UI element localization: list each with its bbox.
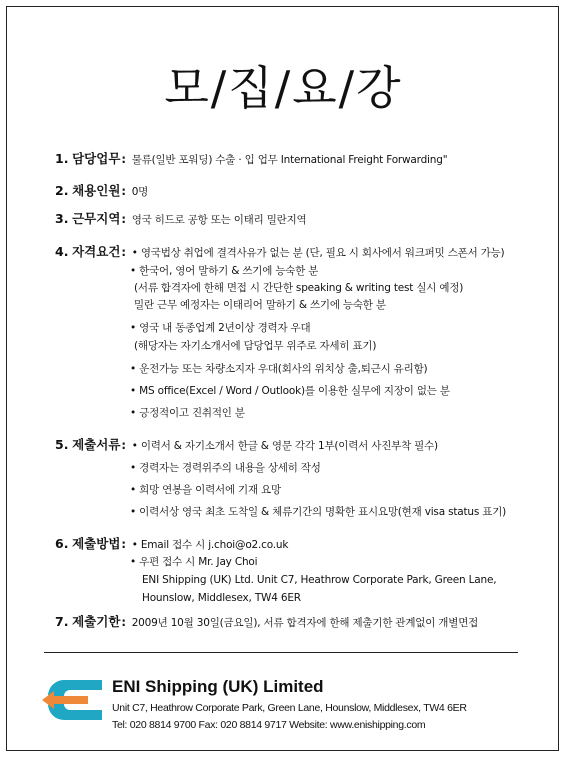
section-duties: 1. 담당업무: 물류(일반 포워딩) 수출 · 입 업무 International Freight Forwarding": [55, 151, 448, 166]
section-label: 근무지역: [72, 211, 121, 226]
section-documents: 5. 제출서류: • 이력서 & 자기소개서 한글 & 영문 각각 1부(이력서 사진부착 필수): [55, 437, 438, 452]
company-contact: Tel: 020 8814 9700 Fax: 020 8814 9717 Website: www.enishipping.com: [112, 719, 426, 731]
section-label: 채용인원: [72, 183, 121, 198]
section-value: 물류(일반 포워딩) 수출 · 입 업무 International Freight Forwarding": [131, 154, 448, 166]
list-item: • 이력서상 영국 최초 도착일 & 체류기간의 명확한 표시요망(현재 visa status 표기): [130, 506, 507, 518]
section-deadline: 7. 제출기한: 2009년 10월 30일(금요일), 서류 합격자에 한해 제출기한 관계없이 개별면접: [55, 614, 479, 629]
list-item: • MS office(Excel / Word / Outlook)를 이용한 실무에 지장이 없는 분: [130, 385, 450, 397]
section-headcount: 2. 채용인원: 0명: [55, 183, 149, 198]
list-item: • 운전가능 또는 차량소지자 우대(회사의 위치상 출,퇴근시 유리함): [130, 363, 428, 375]
section-qualifications: 4. 자격요건: • 영국법상 취업에 결격사유가 없는 분 (단, 필요 시 회사에서 워크퍼밋 스폰서 가능): [55, 244, 505, 259]
section-number: 3.: [55, 211, 69, 226]
list-item: • 경력자는 경력위주의 내용을 상세히 작성: [130, 462, 321, 474]
section-number: 5.: [55, 437, 69, 452]
section-value: 0명: [131, 186, 149, 198]
section-value: 영국 히드로 공항 또는 이태리 밀란지역: [131, 214, 307, 226]
page-title: 모/집/요/강: [164, 61, 403, 115]
list-item: (해당자는 자기소개서에 담당업무 위주로 자세히 표기): [134, 340, 377, 352]
section-label: 자격요건: [72, 244, 121, 259]
section-value: 2009년 10월 30일(금요일), 서류 합격자에 한해 제출기한 관계없이 개별면접: [131, 617, 479, 629]
section-number: 4.: [55, 244, 69, 259]
company-logo-icon: [40, 676, 104, 724]
section-number: 1.: [55, 151, 69, 166]
list-item: • 영국 내 동종업계 2년이상 경력자 우대: [130, 322, 311, 334]
section-value: • 영국법상 취업에 결격사유가 없는 분 (단, 필요 시 회사에서 워크퍼밋 스폰서 가능): [131, 247, 505, 259]
address-line: Hounslow, Middlesex, TW4 6ER: [142, 592, 301, 604]
list-item: • 우편 접수 시 Mr. Jay Choi: [130, 556, 258, 568]
footer-divider: [44, 652, 518, 653]
company-name: ENI Shipping (UK) Limited: [112, 677, 324, 696]
list-item: • 희망 연봉을 이력서에 기재 요망: [130, 484, 281, 496]
section-submission: 6. 제출방법: • Email 접수 시 j.choi@o2.co.uk: [55, 536, 289, 551]
address-line: ENI Shipping (UK) Ltd. Unit C7, Heathrow Corporate Park, Green Lane,: [142, 574, 497, 586]
section-label: 제출기한: [72, 614, 121, 629]
section-label: 담당업무: [72, 151, 121, 166]
company-address: Unit C7, Heathrow Corporate Park, Green Lane, Hounslow, Middlesex, TW4 6ER: [112, 702, 467, 714]
section-number: 7.: [55, 614, 69, 629]
list-item: 밀란 근무 예정자는 이태리어 말하기 & 쓰기에 능숙한 분: [134, 299, 386, 311]
list-item: • 긍정적이고 진취적인 분: [130, 407, 245, 419]
section-number: 6.: [55, 536, 69, 551]
section-value: • 이력서 & 자기소개서 한글 & 영문 각각 1부(이력서 사진부착 필수): [131, 440, 438, 452]
section-label: 제출방법: [72, 536, 121, 551]
list-item: (서류 합격자에 한해 면접 시 간단한 speaking & writing test 실시 예정): [134, 282, 464, 294]
section-location: 3. 근무지역: 영국 히드로 공항 또는 이태리 밀란지역: [55, 211, 307, 226]
section-label: 제출서류: [72, 437, 121, 452]
section-value: • Email 접수 시 j.choi@o2.co.uk: [131, 539, 289, 551]
section-number: 2.: [55, 183, 69, 198]
list-item: • 한국어, 영어 말하기 & 쓰기에 능숙한 분: [130, 265, 319, 277]
